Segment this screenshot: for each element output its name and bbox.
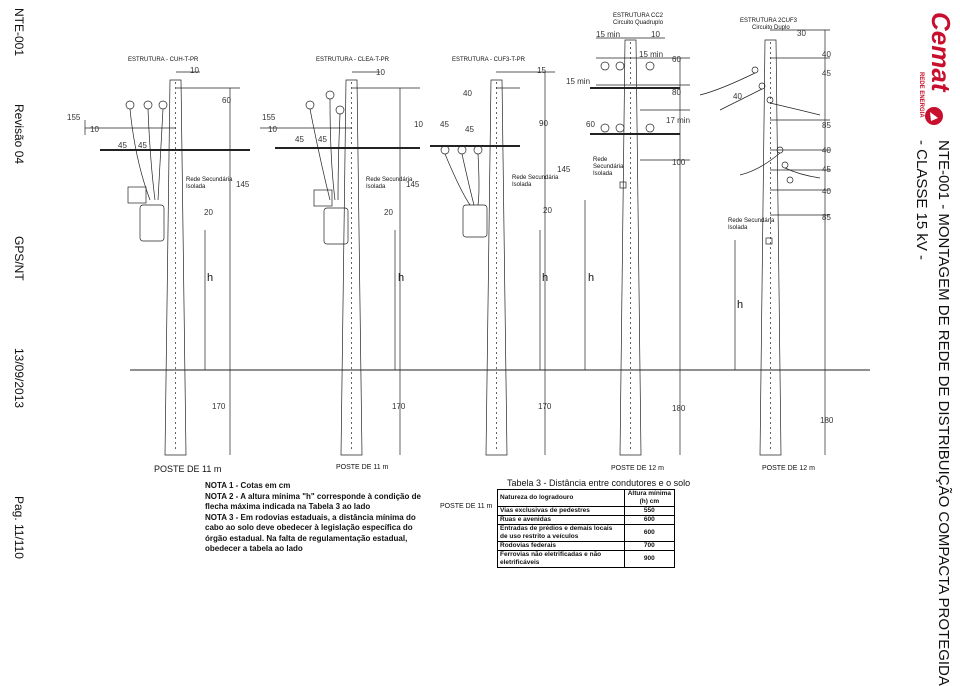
notes-block: [205, 481, 435, 555]
dim-17min: 17 min: [666, 116, 691, 125]
dim-40-d: 40: [822, 146, 831, 155]
dim-145-a: 145: [236, 180, 250, 189]
post-label-2: POSTE DE 11 m: [336, 464, 389, 471]
dim-45-b: 45: [138, 141, 147, 150]
secondary-label-2: Rede Secundária Isolada: [366, 177, 413, 190]
dim-85-a: 85: [822, 121, 831, 130]
post-label-3: POSTE DE 11 m: [440, 503, 493, 510]
dim-45-h: 45: [822, 165, 831, 174]
dim-20-b: 20: [384, 208, 393, 217]
dim-40-e: 40: [822, 187, 831, 196]
table-row: [498, 507, 675, 516]
dim-10-d: 10: [376, 68, 385, 77]
table-cell: Entradas de prédios e demais locais de uso restrito a veículos: [498, 525, 625, 542]
note-3: NOTA 3 - Em rodovias estaduais, a distância mínima do cabo ao solo deve obedecer à legislação específica do órgão estadual. Na falta de regulamentação estadual, obedecer a tabela ao lado: [205, 512, 416, 553]
dim-60-a: 60: [222, 96, 231, 105]
org: GPS/NT: [12, 236, 26, 281]
table-cell: 550: [624, 507, 674, 516]
dim-90: 90: [539, 119, 548, 128]
table-row: [498, 542, 675, 551]
table-title: Tabela 3 - Distância entre condutores e o solo: [507, 478, 691, 488]
dim-10-e: 10: [414, 120, 423, 129]
dim-40-b: 40: [822, 50, 831, 59]
dim-180-b: 180: [820, 416, 834, 425]
table-cell: Ferrovias não eletrificadas e não eletrificáveis: [498, 551, 625, 568]
table-row: [498, 516, 675, 525]
dim-145-c: 145: [557, 165, 571, 174]
doc-code: NTE-001: [12, 8, 26, 57]
dim-145-b: 145: [406, 180, 420, 189]
dim-15-a: 15: [537, 66, 546, 75]
dim-10-c: 10: [268, 125, 277, 134]
dim-45-d: 45: [318, 135, 327, 144]
date: 13/09/2013: [12, 348, 26, 409]
dim-45-f: 45: [465, 125, 474, 134]
structure-4-name: ESTRUTURA CC2: [613, 13, 664, 19]
structure-4-sub: Circuito Quadruplo: [613, 20, 664, 26]
dim-20-c: 20: [543, 206, 552, 215]
dim-45-g: 45: [822, 69, 831, 78]
dim-170-c: 170: [538, 402, 552, 411]
dim-10-b: 10: [190, 66, 199, 75]
structure-2-name: ESTRUTURA - CLEA-T-PR: [316, 57, 390, 63]
table-cell: Ruas e avenidas: [498, 516, 625, 525]
dim-15min-a: 15 min: [596, 30, 621, 39]
note-1: NOTA 1 - Cotas em cm: [205, 481, 291, 490]
svg-text:Cemat: Cemat: [926, 12, 956, 92]
dim-40-c: 40: [733, 92, 742, 101]
table-header: Natureza do logradouro: [498, 490, 625, 507]
dim-155-a: 155: [67, 113, 81, 122]
table-cell: 600: [624, 525, 674, 542]
dim-180-a: 180: [672, 404, 686, 413]
note-2: NOTA 2 - A altura mínima "h" corresponde à condição de flecha máxima indicada na Tabela 3 ao lado: [205, 491, 421, 511]
structure-3-name: ESTRUTURA - CUF3-T-PR: [452, 57, 526, 63]
clearance-table: [497, 489, 675, 568]
dim-45-a: 45: [118, 141, 127, 150]
dim-45-e: 45: [440, 120, 449, 129]
structure-1-name: ESTRUTURA - CUH-T-PR: [128, 57, 199, 63]
table-header-row: [498, 490, 675, 507]
svg-text:REDE ENERGIA: REDE ENERGIA: [918, 72, 924, 118]
dim-100: 100: [672, 158, 686, 167]
dim-10-f: 10: [651, 30, 660, 39]
table-cell: 600: [624, 516, 674, 525]
dim-30: 30: [797, 29, 806, 38]
dim-60-b: 60: [672, 55, 681, 64]
dim-80: 80: [672, 88, 681, 97]
dim-15min-c: 15 min: [639, 50, 664, 59]
h-label-5: h: [737, 299, 744, 311]
h-label-4: h: [588, 272, 595, 284]
table-cell: 900: [624, 551, 674, 568]
dim-170-a: 170: [212, 402, 226, 411]
dim-15min-b: 15 min: [566, 77, 591, 86]
post-label-4: POSTE DE 12 m: [611, 465, 664, 472]
structure-5-name: ESTRUTURA 2CUF3: [740, 18, 798, 24]
secondary-label-1: Rede Secundária Isolada: [186, 177, 233, 190]
title-line-2: - CLASSE 15 kV -: [913, 140, 930, 261]
secondary-label-5: Rede Secundária Isolada: [728, 218, 775, 231]
table-cell: Vias exclusivas de pedestres: [498, 507, 625, 516]
table-row: [498, 525, 675, 542]
structure-5-sub: Circuito Duplo: [752, 25, 790, 31]
dim-60-c: 60: [586, 120, 595, 129]
post-label-1: POSTE DE 11 m: [154, 464, 222, 474]
table-cell: Rodovias federais: [498, 542, 625, 551]
table-header: Altura mínima (h) cm: [624, 490, 674, 507]
dim-155-b: 155: [262, 113, 276, 122]
h-label-3: h: [542, 272, 549, 284]
h-label-1: h: [207, 272, 214, 284]
dim-20-a: 20: [204, 208, 213, 217]
secondary-label-3: Rede Secundária Isolada: [512, 175, 559, 188]
revision: Revisão 04: [12, 104, 26, 165]
page-number: Pag. 11/110: [12, 496, 26, 559]
dim-170-b: 170: [392, 402, 406, 411]
post-label-5: POSTE DE 12 m: [762, 465, 815, 472]
dim-45-c: 45: [295, 135, 304, 144]
title-line-1: NTE-001 - MONTAGEM DE REDE DE DISTRIBUIÇÃO COMPACTA PROTEGIDA: [935, 140, 952, 686]
table-row: [498, 551, 675, 568]
dim-40-a: 40: [463, 89, 472, 98]
secondary-label-4: Rede Secundária Isolada: [593, 157, 624, 177]
dim-85-b: 85: [822, 213, 831, 222]
table-cell: 700: [624, 542, 674, 551]
h-label-2: h: [398, 272, 405, 284]
dim-10-a: 10: [90, 125, 99, 134]
